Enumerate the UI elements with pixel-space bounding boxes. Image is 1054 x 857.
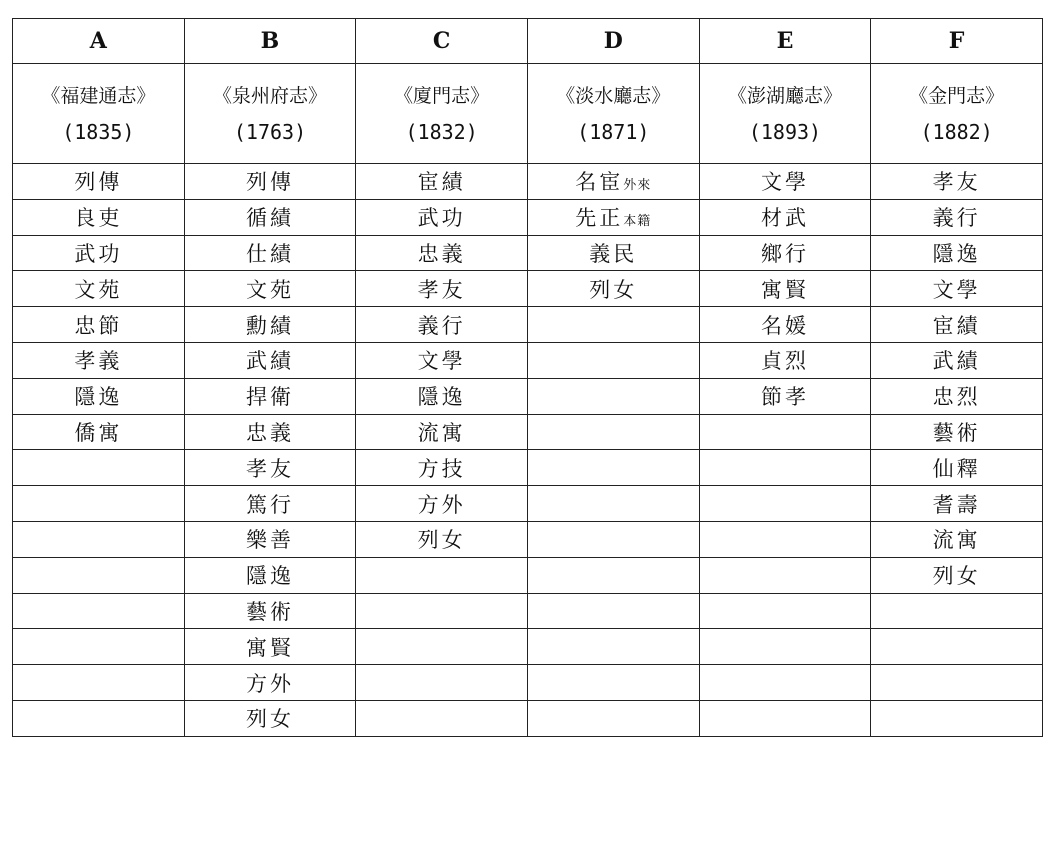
category-name: 列女 xyxy=(245,707,294,732)
category-name: 流寓 xyxy=(932,528,981,553)
category-cell xyxy=(356,378,528,414)
category-name: 名媛 xyxy=(760,313,809,338)
source-title: 《澎湖廳志》 xyxy=(727,84,842,107)
category-name: 忠節 xyxy=(74,313,123,338)
source-title-row xyxy=(13,64,1043,164)
category-cell xyxy=(13,164,185,200)
source-title: 《淡水廳志》 xyxy=(556,84,671,107)
table-row xyxy=(13,521,1043,557)
table-row xyxy=(13,271,1043,307)
empty-cell xyxy=(699,450,871,486)
table-row xyxy=(13,199,1043,235)
category-cell xyxy=(356,450,528,486)
source-title-cell xyxy=(184,64,356,164)
empty-cell xyxy=(871,593,1043,629)
category-cell xyxy=(184,414,356,450)
category-cell xyxy=(699,342,871,378)
table-row xyxy=(13,486,1043,522)
category-cell xyxy=(184,307,356,343)
category-note: 本籍 xyxy=(623,214,652,230)
category-cell xyxy=(356,521,528,557)
category-name: 列女 xyxy=(589,277,638,302)
category-name: 隱逸 xyxy=(74,385,123,410)
category-cell xyxy=(356,486,528,522)
empty-cell xyxy=(13,593,185,629)
category-name: 孝友 xyxy=(417,277,466,302)
category-cell xyxy=(871,271,1043,307)
category-cell xyxy=(527,271,699,307)
empty-cell xyxy=(527,521,699,557)
category-name: 武績 xyxy=(245,349,294,374)
category-name: 僑寓 xyxy=(74,420,123,445)
source-year: (1871) xyxy=(577,119,650,144)
category-name: 文學 xyxy=(932,277,981,302)
category-cell xyxy=(13,342,185,378)
category-name: 武功 xyxy=(74,241,123,266)
empty-cell xyxy=(356,665,528,701)
category-name: 材武 xyxy=(760,206,809,231)
column-letter-a: A xyxy=(13,19,185,64)
category-name: 仕績 xyxy=(245,241,294,266)
source-title-cell xyxy=(699,64,871,164)
category-cell xyxy=(356,414,528,450)
column-letter-f: F xyxy=(871,19,1043,64)
column-letter-d: D xyxy=(527,19,699,64)
category-cell xyxy=(13,414,185,450)
category-name: 列傳 xyxy=(74,170,123,195)
empty-cell xyxy=(527,307,699,343)
column-letter-row xyxy=(13,19,1043,64)
category-cell xyxy=(13,235,185,271)
empty-cell xyxy=(699,521,871,557)
category-name: 列女 xyxy=(932,564,981,589)
category-cell xyxy=(184,235,356,271)
category-cell xyxy=(184,164,356,200)
category-name: 仙釋 xyxy=(932,456,981,481)
category-name: 義行 xyxy=(932,206,981,231)
category-name: 武績 xyxy=(932,349,981,374)
source-title-cell xyxy=(871,64,1043,164)
category-name: 文苑 xyxy=(245,277,294,302)
category-cell xyxy=(184,450,356,486)
category-name: 義民 xyxy=(589,241,638,266)
category-name: 隱逸 xyxy=(417,385,466,410)
category-name: 文學 xyxy=(417,349,466,374)
category-cell xyxy=(871,414,1043,450)
category-cell xyxy=(527,164,699,200)
category-cell xyxy=(871,342,1043,378)
source-title: 《福建通志》 xyxy=(41,84,156,107)
category-name: 捍衛 xyxy=(245,385,294,410)
category-name: 藝術 xyxy=(245,599,294,624)
category-cell xyxy=(871,199,1043,235)
empty-cell xyxy=(13,629,185,665)
empty-cell xyxy=(527,414,699,450)
empty-cell xyxy=(356,557,528,593)
category-cell xyxy=(527,199,699,235)
category-name: 武功 xyxy=(417,206,466,231)
category-cell xyxy=(699,164,871,200)
empty-cell xyxy=(356,700,528,736)
category-name: 列女 xyxy=(417,528,466,553)
empty-cell xyxy=(527,557,699,593)
table-row xyxy=(13,378,1043,414)
empty-cell xyxy=(699,486,871,522)
category-name: 藝術 xyxy=(932,420,981,445)
category-name: 先正 xyxy=(575,206,624,231)
empty-cell xyxy=(527,342,699,378)
category-cell xyxy=(356,199,528,235)
category-cell xyxy=(871,486,1043,522)
empty-cell xyxy=(527,593,699,629)
table-row xyxy=(13,164,1043,200)
source-year: (1882) xyxy=(920,119,993,144)
category-cell xyxy=(871,164,1043,200)
empty-cell xyxy=(527,378,699,414)
source-year: (1832) xyxy=(405,119,478,144)
source-year: (1893) xyxy=(748,119,822,144)
table-row xyxy=(13,414,1043,450)
empty-cell xyxy=(13,700,185,736)
category-cell xyxy=(184,271,356,307)
category-name: 孝義 xyxy=(74,349,123,374)
category-cell xyxy=(184,700,356,736)
category-cell xyxy=(184,199,356,235)
empty-cell xyxy=(871,665,1043,701)
source-title: 《泉州府志》 xyxy=(212,84,327,107)
category-name: 樂善 xyxy=(245,528,294,553)
category-name: 寓賢 xyxy=(245,635,294,660)
category-cell xyxy=(699,199,871,235)
gazetteer-comparison-table xyxy=(12,18,1043,737)
source-title-cell xyxy=(356,64,528,164)
category-cell xyxy=(356,235,528,271)
category-cell xyxy=(527,235,699,271)
category-name: 貞烈 xyxy=(760,349,809,374)
empty-cell xyxy=(13,665,185,701)
table-row xyxy=(13,557,1043,593)
empty-cell xyxy=(527,450,699,486)
category-cell xyxy=(184,486,356,522)
category-cell xyxy=(184,342,356,378)
category-name: 勳績 xyxy=(245,313,294,338)
empty-cell xyxy=(699,700,871,736)
category-cell xyxy=(699,378,871,414)
empty-cell xyxy=(527,665,699,701)
table-row xyxy=(13,342,1043,378)
category-name: 孝友 xyxy=(245,456,294,481)
category-cell xyxy=(871,521,1043,557)
category-name: 忠義 xyxy=(417,241,466,266)
category-cell xyxy=(184,521,356,557)
category-cell xyxy=(184,378,356,414)
column-letter-b: B xyxy=(184,19,356,64)
empty-cell xyxy=(871,700,1043,736)
empty-cell xyxy=(871,629,1043,665)
empty-cell xyxy=(699,665,871,701)
category-name: 篤行 xyxy=(245,492,294,517)
category-cell xyxy=(184,557,356,593)
category-cell xyxy=(356,307,528,343)
category-name: 耆壽 xyxy=(932,492,981,517)
category-cell xyxy=(13,271,185,307)
category-cell xyxy=(871,450,1043,486)
empty-cell xyxy=(356,593,528,629)
category-cell xyxy=(699,235,871,271)
category-cell xyxy=(699,271,871,307)
empty-cell xyxy=(13,521,185,557)
category-name: 隱逸 xyxy=(245,564,294,589)
category-name: 忠義 xyxy=(245,420,294,445)
column-letter-c: C xyxy=(356,19,528,64)
source-title: 《金門志》 xyxy=(909,84,1005,107)
category-name: 隱逸 xyxy=(932,241,981,266)
empty-cell xyxy=(699,629,871,665)
category-cell xyxy=(184,665,356,701)
empty-cell xyxy=(13,450,185,486)
source-title-cell xyxy=(527,64,699,164)
table-row xyxy=(13,665,1043,701)
category-cell xyxy=(356,271,528,307)
category-name: 宦績 xyxy=(932,313,981,338)
category-cell xyxy=(871,557,1043,593)
category-note: 外來 xyxy=(623,178,652,194)
category-name: 名宦 xyxy=(575,170,624,195)
column-letter-e: E xyxy=(699,19,871,64)
category-name: 良吏 xyxy=(74,206,123,231)
category-name: 節孝 xyxy=(760,385,809,410)
table-row xyxy=(13,593,1043,629)
empty-cell xyxy=(356,629,528,665)
category-cell xyxy=(184,593,356,629)
category-cell xyxy=(356,164,528,200)
table-row xyxy=(13,307,1043,343)
category-name: 宦績 xyxy=(417,170,466,195)
category-name: 方外 xyxy=(245,671,294,696)
empty-cell xyxy=(699,557,871,593)
category-name: 文學 xyxy=(760,170,809,195)
category-name: 方外 xyxy=(417,492,466,517)
empty-cell xyxy=(527,700,699,736)
category-name: 方技 xyxy=(417,456,466,481)
category-name: 義行 xyxy=(417,313,466,338)
category-cell xyxy=(13,378,185,414)
table-row xyxy=(13,235,1043,271)
category-cell xyxy=(871,378,1043,414)
empty-cell xyxy=(699,593,871,629)
table-row xyxy=(13,700,1043,736)
category-cell xyxy=(699,307,871,343)
source-year: (1835) xyxy=(62,119,135,144)
table-row xyxy=(13,629,1043,665)
category-name: 寓賢 xyxy=(760,277,809,302)
source-title-cell xyxy=(13,64,185,164)
category-cell xyxy=(871,235,1043,271)
category-name: 忠烈 xyxy=(932,385,981,410)
category-name: 鄉行 xyxy=(760,241,809,266)
empty-cell xyxy=(13,486,185,522)
category-name: 列傳 xyxy=(245,170,294,195)
empty-cell xyxy=(527,486,699,522)
category-cell xyxy=(13,199,185,235)
category-cell xyxy=(184,629,356,665)
source-title: 《廈門志》 xyxy=(394,84,490,107)
category-name: 流寓 xyxy=(417,420,466,445)
source-year: (1763) xyxy=(233,119,307,144)
category-name: 文苑 xyxy=(74,277,123,302)
table-row xyxy=(13,450,1043,486)
category-name: 循績 xyxy=(245,206,294,231)
empty-cell xyxy=(699,414,871,450)
category-name: 孝友 xyxy=(932,170,981,195)
category-cell xyxy=(871,307,1043,343)
empty-cell xyxy=(13,557,185,593)
category-cell xyxy=(13,307,185,343)
category-cell xyxy=(356,342,528,378)
table-body xyxy=(13,64,1043,737)
empty-cell xyxy=(527,629,699,665)
